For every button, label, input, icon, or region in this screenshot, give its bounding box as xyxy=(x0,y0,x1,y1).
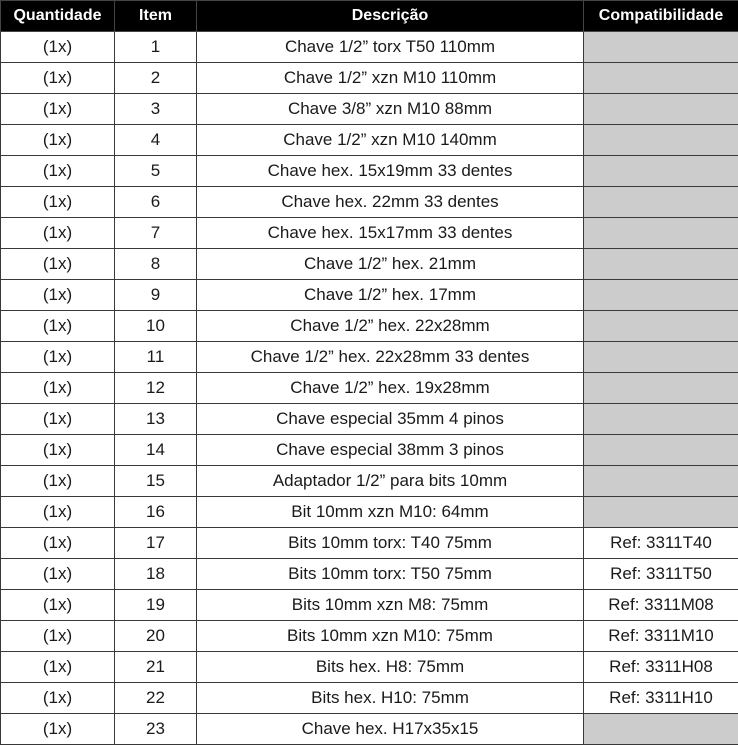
compatibility-cell: Ref: 3311H10 xyxy=(584,683,738,714)
table-row xyxy=(1,373,738,404)
item-number-cell: 20 xyxy=(115,621,197,652)
compatibility-cell xyxy=(584,32,738,63)
description-cell: Chave 1/2” torx T50 110mm xyxy=(197,32,584,63)
header-descricao: Descrição xyxy=(197,1,584,32)
quantity-cell: (1x) xyxy=(1,249,115,280)
quantity-cell: (1x) xyxy=(1,714,115,745)
quantity-cell: (1x) xyxy=(1,280,115,311)
table-row xyxy=(1,249,738,280)
item-number-cell: 13 xyxy=(115,404,197,435)
description-cell: Adaptador 1/2” para bits 10mm xyxy=(197,466,584,497)
description-cell: Chave 1/2” hex. 17mm xyxy=(197,280,584,311)
table-body xyxy=(1,32,738,745)
compatibility-cell xyxy=(584,466,738,497)
description-cell: Chave hex. 22mm 33 dentes xyxy=(197,187,584,218)
quantity-cell: (1x) xyxy=(1,497,115,528)
item-number-cell: 6 xyxy=(115,187,197,218)
quantity-cell: (1x) xyxy=(1,373,115,404)
table-row xyxy=(1,621,738,652)
table-row xyxy=(1,125,738,156)
item-number-cell: 16 xyxy=(115,497,197,528)
table-row xyxy=(1,94,738,125)
item-number-cell: 14 xyxy=(115,435,197,466)
compatibility-cell xyxy=(584,187,738,218)
quantity-cell: (1x) xyxy=(1,683,115,714)
item-number-cell: 10 xyxy=(115,311,197,342)
table-row xyxy=(1,342,738,373)
description-cell: Bits 10mm xzn M8: 75mm xyxy=(197,590,584,621)
table-header-row xyxy=(1,1,738,32)
table-row xyxy=(1,187,738,218)
table-row xyxy=(1,714,738,745)
quantity-cell: (1x) xyxy=(1,652,115,683)
description-cell: Bit 10mm xzn M10: 64mm xyxy=(197,497,584,528)
quantity-cell: (1x) xyxy=(1,342,115,373)
description-cell: Chave especial 35mm 4 pinos xyxy=(197,404,584,435)
quantity-cell: (1x) xyxy=(1,559,115,590)
description-cell: Chave 1/2” hex. 22x28mm 33 dentes xyxy=(197,342,584,373)
description-cell: Chave 1/2” hex. 19x28mm xyxy=(197,373,584,404)
quantity-cell: (1x) xyxy=(1,590,115,621)
description-cell: Chave hex. 15x19mm 33 dentes xyxy=(197,156,584,187)
description-cell: Bits 10mm xzn M10: 75mm xyxy=(197,621,584,652)
compatibility-cell xyxy=(584,497,738,528)
table-row xyxy=(1,590,738,621)
item-number-cell: 3 xyxy=(115,94,197,125)
item-number-cell: 18 xyxy=(115,559,197,590)
quantity-cell: (1x) xyxy=(1,156,115,187)
quantity-cell: (1x) xyxy=(1,125,115,156)
description-cell: Chave 1/2” xzn M10 110mm xyxy=(197,63,584,94)
table-row xyxy=(1,32,738,63)
table-row xyxy=(1,683,738,714)
header-item: Item xyxy=(115,1,197,32)
table-row xyxy=(1,156,738,187)
compatibility-cell xyxy=(584,156,738,187)
quantity-cell: (1x) xyxy=(1,621,115,652)
description-cell: Chave 1/2” hex. 21mm xyxy=(197,249,584,280)
description-cell: Bits 10mm torx: T40 75mm xyxy=(197,528,584,559)
quantity-cell: (1x) xyxy=(1,404,115,435)
description-cell: Chave 1/2” hex. 22x28mm xyxy=(197,311,584,342)
item-number-cell: 1 xyxy=(115,32,197,63)
item-number-cell: 17 xyxy=(115,528,197,559)
item-number-cell: 15 xyxy=(115,466,197,497)
compatibility-cell xyxy=(584,249,738,280)
quantity-cell: (1x) xyxy=(1,218,115,249)
quantity-cell: (1x) xyxy=(1,466,115,497)
item-number-cell: 12 xyxy=(115,373,197,404)
description-cell: Chave especial 38mm 3 pinos xyxy=(197,435,584,466)
compatibility-cell xyxy=(584,311,738,342)
table-row xyxy=(1,497,738,528)
header-compatibilidade: Compatibilidade xyxy=(584,1,738,32)
compatibility-cell: Ref: 3311T50 xyxy=(584,559,738,590)
table-row xyxy=(1,466,738,497)
table-row xyxy=(1,435,738,466)
table-row xyxy=(1,559,738,590)
compatibility-cell: Ref: 3311M08 xyxy=(584,590,738,621)
table-row xyxy=(1,528,738,559)
item-number-cell: 23 xyxy=(115,714,197,745)
quantity-cell: (1x) xyxy=(1,63,115,94)
compatibility-cell xyxy=(584,435,738,466)
compatibility-cell xyxy=(584,342,738,373)
description-cell: Bits 10mm torx: T50 75mm xyxy=(197,559,584,590)
compatibility-cell: Ref: 3311T40 xyxy=(584,528,738,559)
description-cell: Chave 1/2” xzn M10 140mm xyxy=(197,125,584,156)
item-number-cell: 2 xyxy=(115,63,197,94)
item-number-cell: 4 xyxy=(115,125,197,156)
table-row xyxy=(1,404,738,435)
item-number-cell: 9 xyxy=(115,280,197,311)
compatibility-cell xyxy=(584,404,738,435)
quantity-cell: (1x) xyxy=(1,187,115,218)
item-number-cell: 5 xyxy=(115,156,197,187)
quantity-cell: (1x) xyxy=(1,94,115,125)
quantity-cell: (1x) xyxy=(1,32,115,63)
table-row xyxy=(1,280,738,311)
item-number-cell: 11 xyxy=(115,342,197,373)
compatibility-cell xyxy=(584,94,738,125)
compatibility-cell xyxy=(584,373,738,404)
compatibility-cell xyxy=(584,125,738,156)
compatibility-cell xyxy=(584,714,738,745)
table-row xyxy=(1,218,738,249)
description-cell: Chave 3/8” xzn M10 88mm xyxy=(197,94,584,125)
table-row xyxy=(1,311,738,342)
description-cell: Chave hex. 15x17mm 33 dentes xyxy=(197,218,584,249)
item-number-cell: 22 xyxy=(115,683,197,714)
compatibility-cell: Ref: 3311H08 xyxy=(584,652,738,683)
compatibility-cell xyxy=(584,218,738,249)
description-cell: Chave hex. H17x35x15 xyxy=(197,714,584,745)
quantity-cell: (1x) xyxy=(1,528,115,559)
quantity-cell: (1x) xyxy=(1,311,115,342)
compatibility-cell: Ref: 3311M10 xyxy=(584,621,738,652)
item-number-cell: 21 xyxy=(115,652,197,683)
item-number-cell: 7 xyxy=(115,218,197,249)
compatibility-cell xyxy=(584,280,738,311)
compatibility-cell xyxy=(584,63,738,94)
quantity-cell: (1x) xyxy=(1,435,115,466)
description-cell: Bits hex. H10: 75mm xyxy=(197,683,584,714)
item-number-cell: 19 xyxy=(115,590,197,621)
header-quantidade: Quantidade xyxy=(1,1,115,32)
table-row xyxy=(1,63,738,94)
item-number-cell: 8 xyxy=(115,249,197,280)
description-cell: Bits hex. H8: 75mm xyxy=(197,652,584,683)
table-row xyxy=(1,652,738,683)
